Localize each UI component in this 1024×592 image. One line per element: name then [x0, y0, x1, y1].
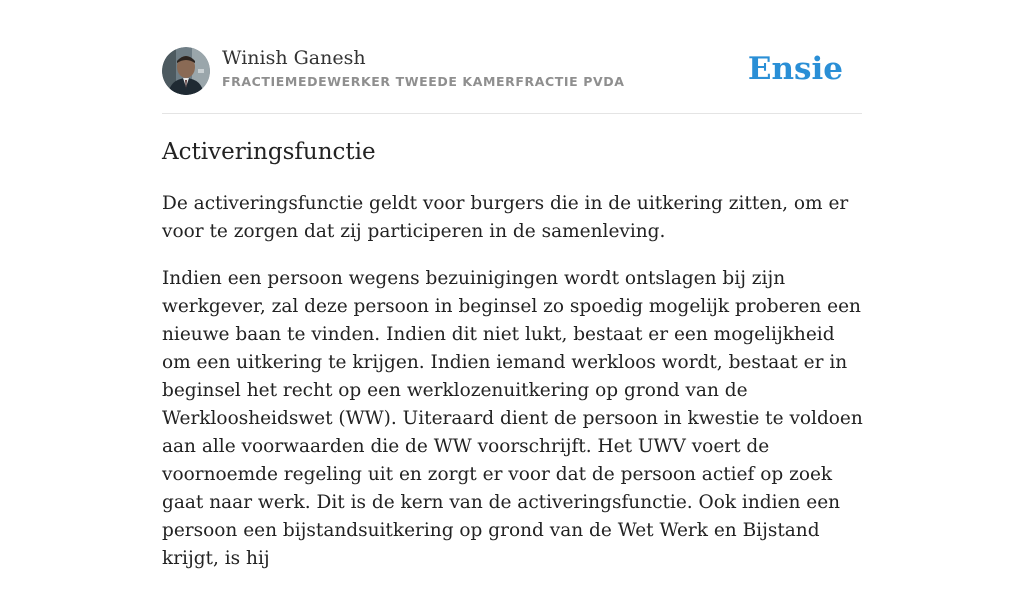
- article-container: [162, 0, 863, 569]
- article-title: Activeringsfunctie: [162, 139, 376, 165]
- author-avatar-image: [162, 47, 210, 95]
- article-body: [162, 190, 868, 592]
- ensie-logo[interactable]: Ensie: [747, 51, 843, 87]
- author-name[interactable]: Winish Ganesh: [222, 47, 366, 69]
- article-paragraph: De activeringsfunctie geldt voor burgers die in de uitkering zitten, om er voor te zorgen dat zij participeren in de samenleving.: [162, 193, 849, 242]
- article-header: [162, 0, 862, 114]
- author-avatar[interactable]: [162, 47, 210, 95]
- author-role: FRACTIEMEDEWERKER TWEEDE KAMERFRACTIE PVDA: [222, 74, 625, 89]
- article-paragraph: Indien een persoon wegens bezuinigingen wordt ontslagen bij zijn werkgever, zal deze persoon in beginsel zo spoedig mogelijk proberen een nieuwe baan te vinden. Indien dit niet lukt, bestaat er een mogelijkheid om een uitkering te krijgen. Indien iemand werkloos wordt, bestaat er in beginsel het recht op een werklozenuitkering op grond van de Werkloosheidswet (WW). Uiteraard dient de persoon in kwestie te voldoen aan alle voorwaarden die de WW voorschrijft. Het UWV voert de voornoemde regeling uit en zorgt er voor dat de persoon actief op zoek gaat naar werk. Dit is de kern van de activeringsfunctie. Ook indien een persoon een bijstandsuitkering op grond van de Wet Werk en Bijstand krijgt, is hij: [162, 268, 863, 569]
